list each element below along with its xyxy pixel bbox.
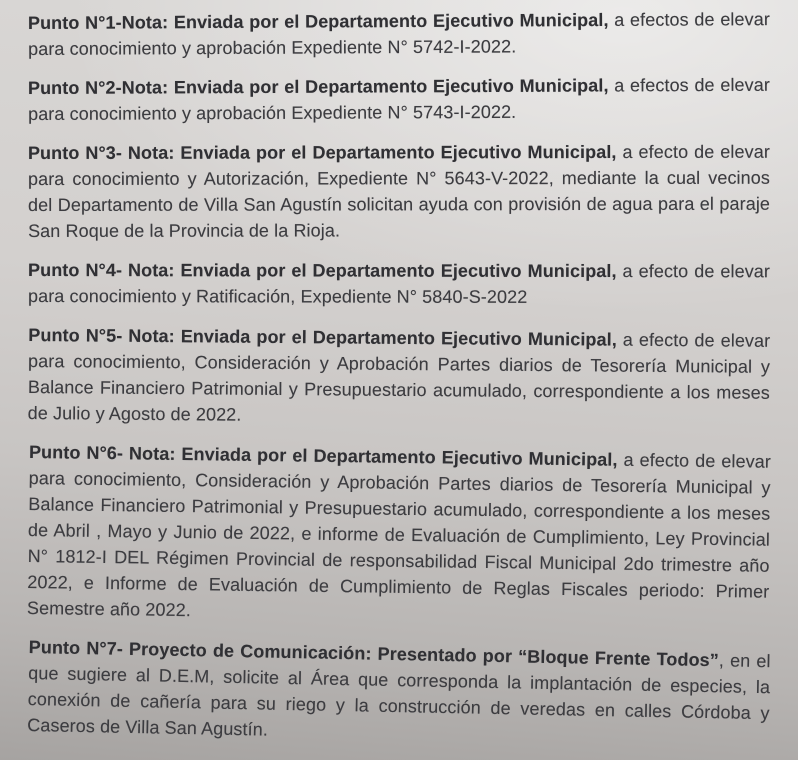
agenda-item-4	[28, 257, 770, 310]
agenda-item-4-lead: Punto N°4- Nota: Enviada por el Departamento Ejecutivo Municipal,	[28, 260, 617, 282]
agenda-item-1	[28, 6, 770, 62]
agenda-item-2-body: a efectos de elevar para conocimiento y aprobación Expediente N° 5743-I-2022.	[28, 74, 770, 124]
agenda-item-3	[28, 139, 770, 244]
agenda-item-5-lead: Punto N°5- Nota: Enviada por el Departamento Ejecutivo Municipal,	[28, 325, 617, 350]
agenda-item-7-body: , en el que sugiere al D.E.M, solicite al Área que corresponda la implantación de especies, la conexión de cañería para su riego y la construcción de veredas en calles Córdoba y Caseros de Villa San Agustín.	[27, 650, 771, 740]
agenda-item-4-body: a efecto de elevar para conocimiento y Ratificación, Expediente N° 5840-S-2022	[27, 261, 771, 307]
agenda-item-7	[27, 634, 771, 752]
agenda-item-2-lead: Punto N°2-Nota: Enviada por el Departamento Ejecutivo Municipal,	[27, 75, 609, 99]
agenda-item-3-lead: Punto N°3- Nota: Enviada por el Departamento Ejecutivo Municipal,	[27, 141, 617, 164]
agenda-item-6	[27, 439, 771, 631]
agenda-item-5	[28, 322, 771, 432]
agenda-item-2	[28, 72, 770, 127]
agenda-item-1-lead: Punto N°1-Nota: Enviada por el Departamento Ejecutivo Municipal,	[27, 9, 609, 34]
agenda-item-5-body: a efecto de elevar para conocimiento, Consideración y Aprobación Partes diarios de Tesorería Municipal y Balance Financiero Patrimonial y Presupuestario acumulado, correspondiente a los meses de Julio y Agosto de 2022.	[27, 329, 771, 425]
agenda-item-6-lead: Punto N°6- Nota: Enviada por el Departamento Ejecutivo Municipal,	[28, 442, 618, 470]
agenda-item-7-lead: Punto N°7- Proyecto de Comunicación: Presentado por “Bloque Frente Todos”	[28, 637, 720, 671]
agenda-item-3-body: a efecto de elevar para conocimiento y Autorización, Expediente N° 5643-V-2022, mediante la cual vecinos del Departamento de Villa San Agustín solicitan ayuda con provisión de agua para el paraje San Roque de la Provincia de la Rioja.	[27, 141, 771, 241]
agenda-item-1-body: a efectos de elevar para conocimiento y aprobación Expediente N° 5742-I-2022.	[28, 9, 770, 59]
agenda-item-6-body: a efecto de elevar para conocimiento, Consideración y Aprobación Partes diarios de Tesorería Municipal y Balance Financiero Patrimonial y Presupuestario acumulado, correspondiente a los meses de Abril , Mayo y Junio de 2022, e informe de Evaluación de Cumplimiento, Ley Provincial N° 1812-I DEL Régimen Provincial de responsabilidad Fiscal Municipal 2do trimestre año 2022, e Informe de Evaluación de Cumplimiento de Reglas Fiscales periodo: Primer Semestre año 2022.	[26, 449, 772, 621]
